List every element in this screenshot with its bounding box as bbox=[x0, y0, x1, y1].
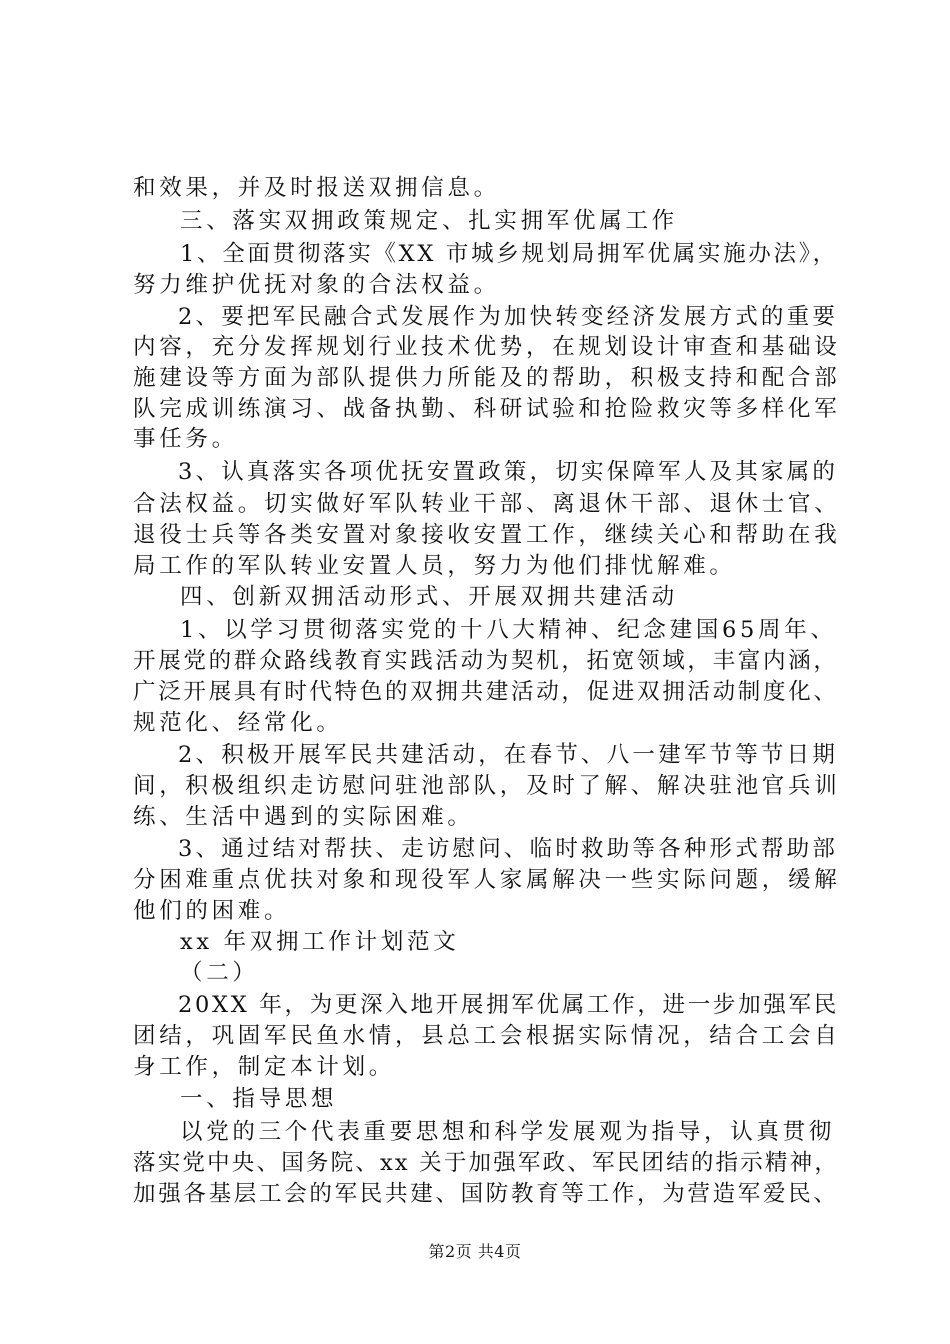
text-line: 团结，巩固军民鱼水情，县总工会根据实际情况，结合工会自 bbox=[133, 1023, 841, 1049]
text-line: 间，积极组织走访慰问驻池部队，及时了解、解决驻池官兵训 bbox=[133, 773, 841, 799]
text-line: 落实党中央、国务院、xx 关于加强军政、军民团结的指示精神， bbox=[133, 1150, 840, 1176]
document-subtitle: （二） bbox=[180, 960, 259, 986]
text-line: 内容，充分发挥规划行业技术优势，在规划设计审查和基础设 bbox=[133, 334, 841, 360]
text-line: 3、通过结对帮扶、走访慰问、临时救助等各种形式帮助部 bbox=[178, 836, 839, 862]
text-line: 和效果，并及时报送双拥信息。 bbox=[133, 175, 500, 201]
section-heading: 三、落实双拥政策规定、扎实拥军优属工作 bbox=[180, 208, 678, 234]
text-line: 努力维护优抚对象的合法权益。 bbox=[133, 272, 500, 298]
text-line: 局工作的军队转业安置人员，努力为他们排忧解难。 bbox=[133, 553, 736, 579]
text-line: 事任务。 bbox=[133, 426, 238, 452]
text-line: 练、生活中遇到的实际困难。 bbox=[133, 804, 474, 830]
text-line: 2、积极开展军民共建活动，在春节、八一建军节等节日期 bbox=[178, 742, 839, 768]
text-line: 1、以学习贯彻落实党的十八大精神、纪念建国65周年、 bbox=[180, 617, 837, 643]
text-line: 合法权益。切实做好军队转业干部、离退休干部、退休士官、 bbox=[133, 491, 841, 517]
text-line: 广泛开展具有时代特色的双拥共建活动，促进双拥活动制度化、 bbox=[133, 679, 839, 705]
text-line: 分困难重点优扶对象和现役军人家属解决一些实际问题，缓解 bbox=[133, 867, 841, 893]
section-heading: 一、指导思想 bbox=[180, 1086, 338, 1112]
text-line: 他们的困难。 bbox=[133, 898, 291, 924]
text-line: 规范化、经常化。 bbox=[133, 710, 343, 736]
text-line: 20XX 年，为更深入地开展拥军优属工作，进一步加强军民 bbox=[178, 992, 839, 1018]
page-number: 第2页 共4页 bbox=[428, 1242, 522, 1261]
document-title: xx 年双拥工作计划范文 bbox=[180, 929, 460, 955]
text-line: 退役士兵等各类安置对象接收安置工作，继续关心和帮助在我 bbox=[133, 522, 841, 548]
text-line: 队完成训练演习、战备执勤、科研试验和抢险救灾等多样化军 bbox=[133, 396, 841, 422]
section-heading: 四、创新双拥活动形式、开展双拥共建活动 bbox=[180, 584, 678, 610]
text-line: 2、要把军民融合式发展作为加快转变经济发展方式的重要 bbox=[178, 304, 839, 330]
text-line: 以党的三个代表重要思想和科学发展观为指导，认真贯彻 bbox=[180, 1119, 836, 1145]
text-line: 开展党的群众路线教育实践活动为契机，拓宽领域，丰富内涵， bbox=[133, 648, 839, 674]
text-line: 施建设等方面为部队提供力所能及的帮助，积极支持和配合部 bbox=[133, 365, 841, 391]
text-line: 1、全面贯彻落实《XX 市城乡规划局拥军优属实施办法》， bbox=[180, 241, 838, 267]
text-line: 加强各基层工会的军民共建、国防教育等工作，为营造军爱民、 bbox=[133, 1181, 839, 1207]
text-line: 身工作，制定本计划。 bbox=[133, 1054, 396, 1080]
text-line: 3、认真落实各项优抚安置政策，切实保障军人及其家属的 bbox=[178, 459, 839, 485]
